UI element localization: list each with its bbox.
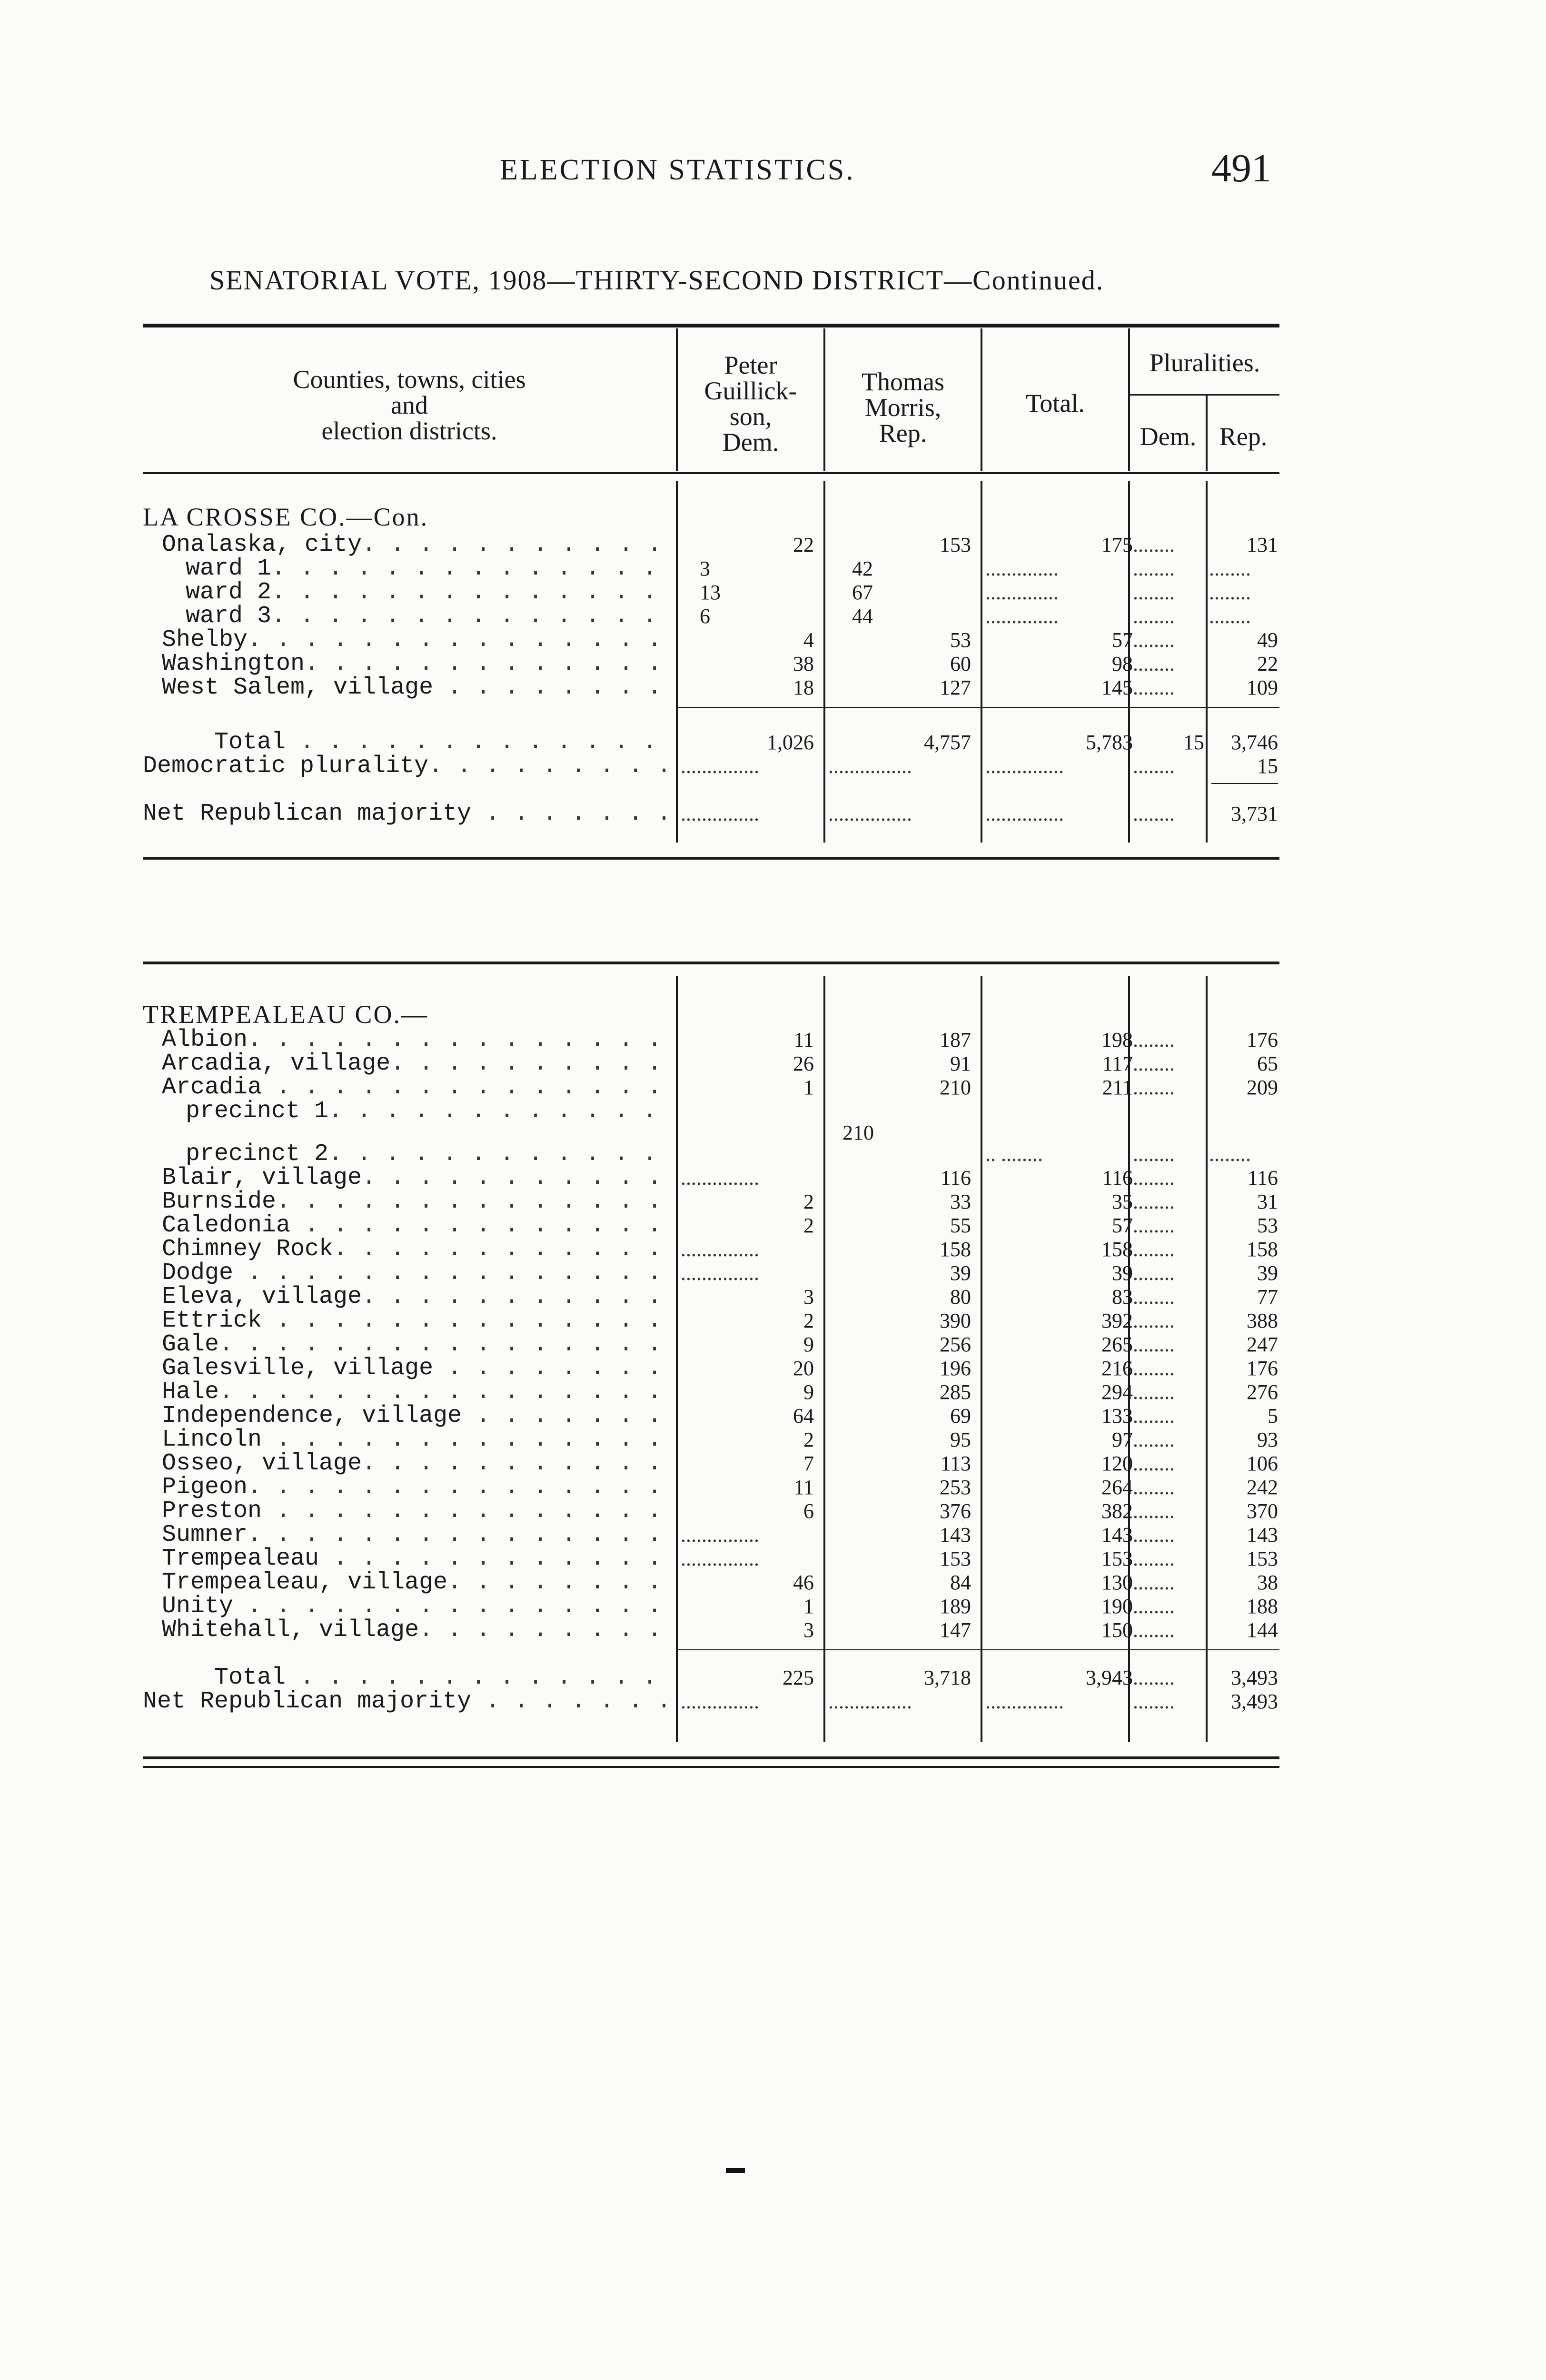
table-row: Hale . . . 9 285 294 ........ 276 bbox=[143, 1380, 1279, 1404]
table-row: Independence, village . . . 64 69 133 ........ 5 bbox=[143, 1404, 1279, 1428]
table-row: Arcadia, village . . . 26 91 117 ........ 65 bbox=[143, 1052, 1279, 1076]
table-row: Galesville, village . . . 20 196 216 ........ 176 bbox=[143, 1357, 1279, 1380]
table-row: Lincoln . . . 2 95 97 ........ 93 bbox=[143, 1428, 1279, 1452]
section-title-trempealeau: TREMPEALEAU CO.— bbox=[143, 1000, 428, 1029]
header-guillickson: Peter Guillick- son, Dem. bbox=[704, 351, 797, 456]
table-row: Preston . . . 6 376 382 ........ 370 bbox=[143, 1499, 1279, 1523]
table-row: West Salem, village . . . 18 127 145 ........ 109 bbox=[143, 676, 1279, 700]
table-row: Trempealeau . . . ............... 153 153 ........ 153 bbox=[143, 1547, 1279, 1571]
table-row: ward 1 . . . 3 42 .............. ........ ........ bbox=[143, 557, 1279, 581]
table-row: Albion . . . 11 187 198 ........ 176 bbox=[143, 1028, 1279, 1052]
header-districts: Counties, towns, cities and election districts. bbox=[293, 365, 526, 445]
table-row: Whitehall, village . . . 3 147 150 ........ 144 bbox=[143, 1618, 1279, 1642]
table-row: Burnside . . . 2 33 35 ........ 31 bbox=[143, 1190, 1279, 1214]
bottom-rule-2 bbox=[143, 1766, 1279, 1768]
table-row: Onalaska, city . . . 22 153 175 ........ 131 bbox=[143, 533, 1279, 557]
table-row: Sumner . . . ............... 143 143 ........ 143 bbox=[143, 1523, 1279, 1547]
net-republican-majority-row: Net Republican majority . . . ............... ................ ............... ........ 3,731 bbox=[143, 802, 1279, 826]
table-row: Shelby . . . 4 53 57 ........ 49 bbox=[143, 628, 1279, 652]
table-row: ward 3 . . . 6 44 .............. ........ ........ bbox=[143, 605, 1279, 628]
table-row: Pigeon . . . 11 253 264 ........ 242 bbox=[143, 1476, 1279, 1499]
trempealeau-table bbox=[143, 962, 1279, 1771]
header-morris: Thomas Morris, Rep. bbox=[862, 367, 944, 447]
table-title: SENATORIAL VOTE, 1908—THIRTY-SECOND DISTRICT—Continued. bbox=[209, 265, 1104, 296]
table-row: Caledonia . . . 2 55 57 ........ 53 bbox=[143, 1214, 1279, 1238]
table-row: Arcadia . . . 1 210 211 ........ 209 bbox=[143, 1076, 1279, 1100]
precinct-brace-value: 210 bbox=[842, 1121, 874, 1144]
table-row: Trempealeau, village . . . 46 84 130 ........ 38 bbox=[143, 1571, 1279, 1595]
total-row: Total . . . 225 3,718 3,943 ........ 3,493 bbox=[143, 1666, 1279, 1690]
table-row: Ettrick . . . 2 390 392 ........ 388 bbox=[143, 1309, 1279, 1333]
page-mark bbox=[726, 2168, 745, 2173]
header-rep: Rep. bbox=[1219, 422, 1268, 451]
table-row: Gale . . . 9 256 265 ........ 247 bbox=[143, 1333, 1279, 1357]
bottom-rule bbox=[143, 857, 1279, 860]
table-row: Chimney Rock . . . ............... 158 158 ........ 158 bbox=[143, 1238, 1279, 1261]
table-row: ward 2 . . . 13 67 .............. ........ ........ bbox=[143, 581, 1279, 605]
header-dem: Dem. bbox=[1140, 422, 1197, 451]
la-crosse-table bbox=[143, 324, 1279, 866]
top-rule bbox=[143, 324, 1279, 327]
header-pluralities: Pluralities. bbox=[1149, 348, 1260, 377]
democratic-plurality-row: Democratic plurality . . . ............... ................ ............... ........ 15 bbox=[143, 754, 1279, 778]
table-row: Eleva, village . . . 3 80 83 ........ 77 bbox=[143, 1285, 1279, 1309]
net-republican-majority-row: Net Republican majority . . . ............... ................ ............... ........ 3,493 bbox=[143, 1690, 1279, 1714]
table-row: precinct 2 . . . .. ........ ........ ........ bbox=[143, 1142, 1279, 1166]
table-row: Blair, village . . . ............... 116 116 ........ 116 bbox=[143, 1166, 1279, 1190]
top-rule bbox=[143, 962, 1279, 964]
table-row: Washington . . . 38 60 98 ........ 22 bbox=[143, 652, 1279, 676]
table-row: Dodge . . . ............... 39 39 ........ 39 bbox=[143, 1261, 1279, 1285]
section-title-la-crosse: LA CROSSE CO.—Con. bbox=[143, 503, 429, 531]
table-row: Unity . . . 1 189 190 ........ 188 bbox=[143, 1595, 1279, 1618]
table-row: Osseo, village . . . 7 113 120 ........ 106 bbox=[143, 1452, 1279, 1476]
table-row: precinct 1 . . . bbox=[143, 1100, 1279, 1123]
header-total: Total. bbox=[1026, 389, 1085, 417]
header-rule bbox=[143, 472, 1279, 474]
page-number: 491 bbox=[1211, 146, 1271, 190]
page-header: ELECTION STATISTICS. bbox=[500, 154, 855, 186]
total-row: Total . . . 1,026 4,757 5,783 15 3,746 bbox=[143, 731, 1279, 754]
bottom-rule bbox=[143, 1756, 1279, 1759]
